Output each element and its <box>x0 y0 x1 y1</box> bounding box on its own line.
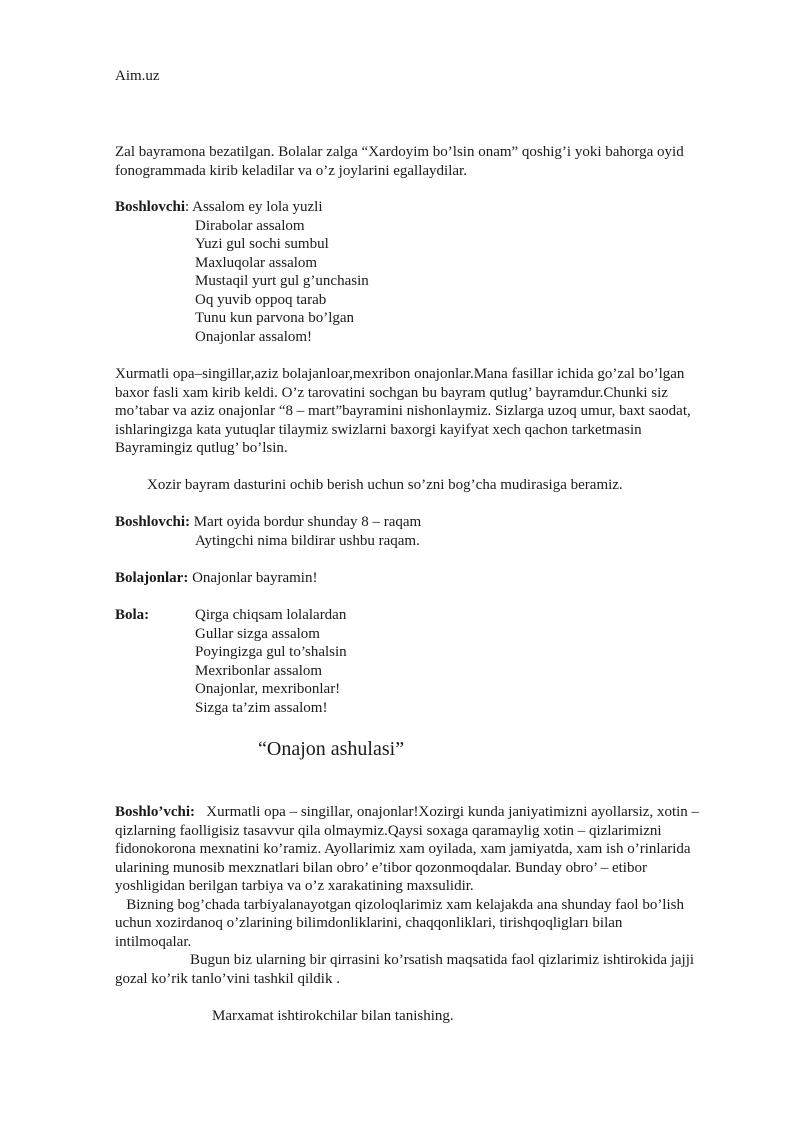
speaker-label: Boshlovchi <box>115 199 186 215</box>
verse-line: Yuzi gul sochi sumbul <box>195 236 329 252</box>
closing-line: Marxamat ishtirokchilar bilan tanishing. <box>212 1008 454 1024</box>
paragraph-line: intilmoqalar. <box>115 933 192 950</box>
verse-line: Mexribonlar assalom <box>195 662 323 679</box>
intro-paragraph <box>115 143 755 180</box>
speaker-label: Bolajonlar: <box>115 570 189 586</box>
verse-first-line <box>115 198 323 217</box>
verse-line: Mustaqil yurt gul g’unchasin <box>195 273 369 289</box>
speaker-label: Boshlovchi: <box>115 514 191 530</box>
dialogue-text: Onajonlar bayramin! <box>188 570 318 586</box>
verse-line: Onajonlar assalom! <box>195 328 313 345</box>
dialogue-line <box>115 569 317 588</box>
paragraph-line: baxor fasli xam kirib keldi. O’z tarovatini sochgan bu bayram qutlug’ bayramdur.Chunki siz <box>115 384 668 401</box>
verse-line: Onajonlar, mexribonlar! <box>195 681 341 697</box>
verse-line: Maxluqolar assalom <box>195 254 318 271</box>
announcement-line: Xozir bayram dasturini ochib berish uchun so’zni bog’cha mudirasiga beramiz. <box>147 477 623 493</box>
site-header: Aim.uz <box>115 68 160 84</box>
paragraph-line: yoshligidan berilgan tarbiya va o’z xarakatining maxsulidir. <box>115 878 474 894</box>
verse-line: Tunu kun parvona bo’lgan <box>195 310 355 326</box>
verse-line: Gullar sizga assalom <box>195 625 320 642</box>
verse-line: Qirga chiqsam lolalardan <box>195 607 347 623</box>
paragraph-line <box>115 803 755 822</box>
speaker-label: Boshlo’vchi: <box>115 804 196 820</box>
paragraph-text: Xurmatli opa – singillar, onajonlar!Xozirgi kunda janiyatimizni ayollarsiz, xotin – <box>195 804 700 820</box>
paragraph-line: Bizning bog’chada tarbiyalanayotgan qizoloqlarimiz xam kelajakda ana shunday faol bo’lish <box>115 896 684 913</box>
paragraph-line: ishlaringizga kata yutuqlar tilaymiz swizlarni baxorgi kayifyat xech qachon tarketmasin <box>115 421 642 438</box>
paragraph-line: fidonokorona mexnatini ko’ramiz. Ayollarimiz xam oyilada, xam jamiyatda, xam ish o’rinlarida <box>115 841 691 857</box>
intro-line: fonogrammada kirib keladilar va o’z joylarini egallaydilar. <box>115 162 467 179</box>
song-title: “Onajon ashulasi” <box>258 738 405 760</box>
verse-line: : Assalom ey lola yuzli <box>185 199 323 215</box>
greeting-paragraph <box>115 365 755 458</box>
verse-block <box>195 217 369 347</box>
verse-line: Poyingizga gul to’shalsin <box>195 644 347 660</box>
paragraph-line: uchun xozirdanoq o’zlarining bilimdonliklarini, chaqqonliklari, tirishqoqligları bilan <box>115 915 623 931</box>
verse-line: Sizga ta’zim assalom! <box>195 699 328 716</box>
dialogue-text: Mart oyida bordur shunday 8 – raqam <box>190 514 422 530</box>
paragraph-line: ularining munosib mexznatlari bilan obro’ e’tibor qozonmoqdalar. Bunday obro’ – etibor <box>115 859 647 876</box>
verse-line: Oq yuvib oppoq tarab <box>195 291 327 308</box>
dialogue-text: Aytingchi nima bildirar ushbu raqam. <box>195 532 420 549</box>
verse-line: Dirabolar assalom <box>195 217 305 234</box>
paragraph-line: mo’tabar va aziz onajonlar “8 – mart”bayramini nishonlaymiz. Sizlarga uzoq umur, baxt saodat, <box>115 403 691 419</box>
dialogue-line <box>115 513 421 532</box>
paragraph-line: Bayramingiz qutlug’ bo’lsin. <box>115 440 288 456</box>
verse-block <box>195 606 347 717</box>
speaker-label: Bola: <box>115 607 150 623</box>
paragraph-line: Xurmatli opa–singillar,aziz bolajanloar,mexribon onajonlar.Mana fasillar ichida go’zal bo’lgan <box>115 366 685 382</box>
closing-paragraph <box>115 803 755 988</box>
intro-line: Zal bayramona bezatilgan. Bolalar zalga “Xardoyim bo’lsin onam” qoshig’i yoki bahorga oyid <box>115 144 684 160</box>
paragraph-line: gozal ko’rik tanlo’vini tashkil qildik . <box>115 970 340 987</box>
paragraph-line: Bugun biz ularning bir qirrasini ko’rsatish maqsatida faol qizlarimiz ishtirokida jajji <box>115 952 695 968</box>
paragraph-line: qizlarning faolligisiz tasavvur qila olmaymiz.Qaysi soxaga qaramaylig xotin – qizlarimizni <box>115 822 662 839</box>
